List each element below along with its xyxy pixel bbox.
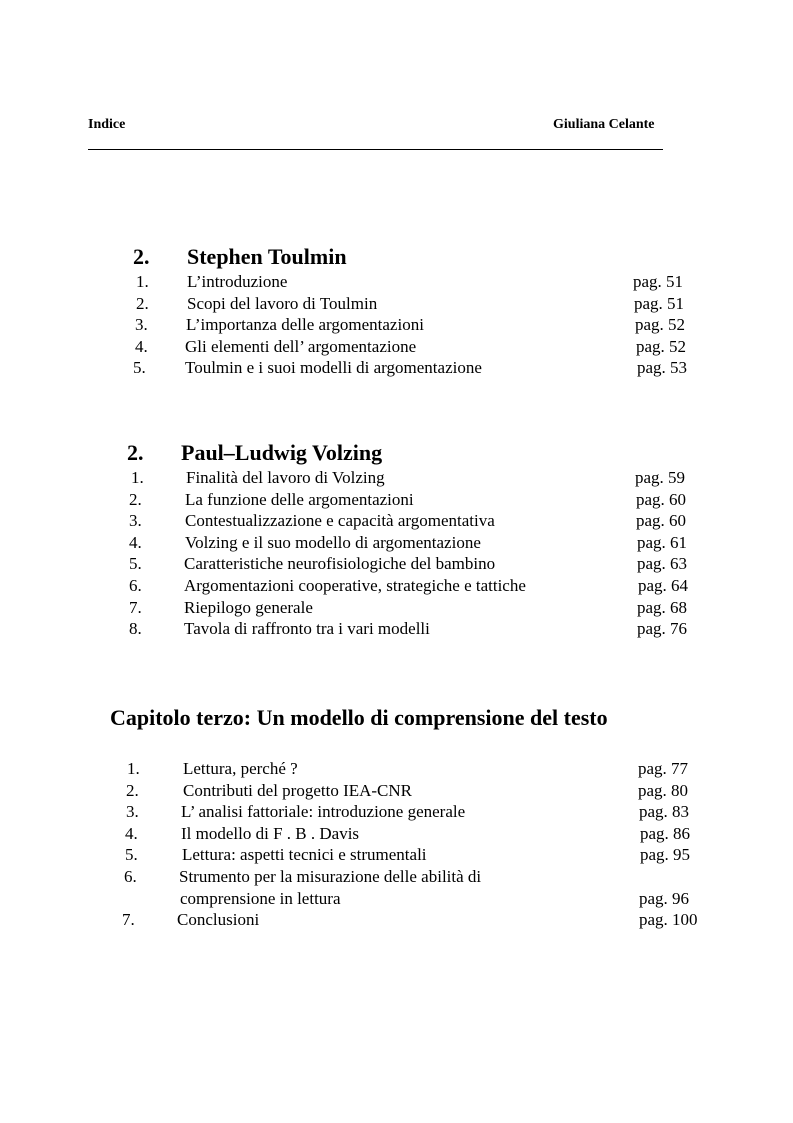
- toc-item-page: pag. 51: [634, 293, 685, 313]
- toc-item-number: 7.: [129, 597, 142, 617]
- toc-item-page: pag. 64: [638, 576, 689, 595]
- toc-item-page: pag. 53: [637, 358, 688, 378]
- chapter-title: Capitolo terzo: Un modello di comprensione del testo: [110, 705, 608, 730]
- toc-item-page: pag. 100: [639, 910, 698, 930]
- toc-item-text: Gli elementi dell’ argomentazione: [185, 336, 417, 356]
- toc-item-page: pag. 52: [635, 315, 686, 335]
- toc-item-text: L’introduzione: [187, 272, 288, 291]
- section-number: 2.: [133, 244, 150, 269]
- toc-item-page: pag. 96: [639, 888, 690, 908]
- toc-item-text: Argomentazioni cooperative, strategiche e tattiche: [184, 576, 526, 595]
- toc-item-text: La funzione delle argomentazioni: [185, 489, 414, 509]
- toc-item-number: 4.: [129, 532, 142, 552]
- toc-item-number: 3.: [126, 802, 139, 822]
- toc-item-number: 2.: [129, 489, 142, 509]
- toc-item-text: Il modello di F . B . Davis: [181, 823, 360, 843]
- toc-item-page: pag. 83: [639, 802, 690, 822]
- toc-item-number: 1.: [131, 468, 144, 487]
- toc-item-number: 5.: [133, 358, 146, 378]
- toc-item-number: 8.: [129, 619, 142, 639]
- toc-item-number: 3.: [129, 511, 142, 531]
- toc-item-page: pag. 63: [637, 554, 688, 574]
- toc-item-page: pag. 60: [636, 489, 687, 509]
- toc-item-number: 7.: [122, 910, 135, 930]
- toc-item-text: Scopi del lavoro di Toulmin: [187, 293, 378, 313]
- header-author: Giuliana Celante: [553, 117, 655, 132]
- toc-item-page: pag. 95: [640, 845, 691, 865]
- toc-item-page: pag. 68: [637, 597, 688, 617]
- section-title: Stephen Toulmin: [187, 244, 347, 269]
- toc-item-text: Conclusioni: [177, 910, 260, 930]
- toc-item-page: pag. 86: [640, 823, 691, 843]
- toc-item-number: 5.: [125, 845, 138, 865]
- toc-item-page: pag. 52: [636, 336, 687, 356]
- toc-item-text: Volzing e il suo modello di argomentazione: [185, 532, 481, 552]
- toc-item-text: Tavola di raffronto tra i vari modelli: [184, 619, 430, 639]
- header-rule: [88, 149, 663, 150]
- toc-item-text: Lettura: aspetti tecnici e strumentali: [182, 845, 427, 865]
- toc-item-text: L’importanza delle argomentazioni: [186, 315, 424, 335]
- toc-item-text: Toulmin e i suoi modelli di argomentazione: [185, 358, 482, 378]
- toc-item-text: Contestualizzazione e capacità argomentativa: [185, 511, 495, 531]
- toc-item-page: pag. 77: [638, 759, 689, 778]
- section-title: Paul–Ludwig Volzing: [181, 440, 383, 465]
- toc-item-page: pag. 51: [633, 272, 684, 291]
- toc-item-text: Lettura, perché ?: [183, 759, 298, 778]
- toc-item-text: Caratteristiche neurofisiologiche del bambino: [184, 554, 496, 574]
- toc-item-page: pag. 61: [637, 532, 688, 552]
- header-section-label: Indice: [88, 117, 126, 132]
- toc-item-page: pag. 76: [637, 619, 688, 639]
- toc-item-number: 4.: [125, 823, 138, 843]
- toc-item-number: 4.: [135, 336, 148, 356]
- toc-item-text-continuation: comprensione in lettura: [180, 888, 341, 908]
- toc-item-number: 3.: [135, 315, 148, 335]
- toc-item-text: Contributi del progetto IEA-CNR: [183, 780, 413, 800]
- toc-item-number: 6.: [124, 867, 137, 886]
- toc-item-number: 5.: [129, 554, 142, 574]
- toc-item-text: Finalità del lavoro di Volzing: [186, 468, 385, 487]
- toc-item-text: L’ analisi fattoriale: introduzione generale: [181, 802, 466, 822]
- toc-item-number: 1.: [136, 272, 149, 291]
- section-number: 2.: [127, 440, 144, 465]
- toc-item-number: 6.: [129, 576, 142, 595]
- toc-item-text: Strumento per la misurazione delle abilità di: [179, 867, 482, 886]
- toc-item-number: 1.: [127, 759, 140, 778]
- toc-item-page: pag. 59: [635, 468, 686, 487]
- toc-item-page: pag. 80: [638, 780, 689, 800]
- toc-item-text: Riepilogo generale: [184, 597, 313, 617]
- toc-item-number: 2.: [126, 780, 139, 800]
- toc-item-number: 2.: [136, 293, 149, 313]
- toc-item-page: pag. 60: [636, 511, 687, 531]
